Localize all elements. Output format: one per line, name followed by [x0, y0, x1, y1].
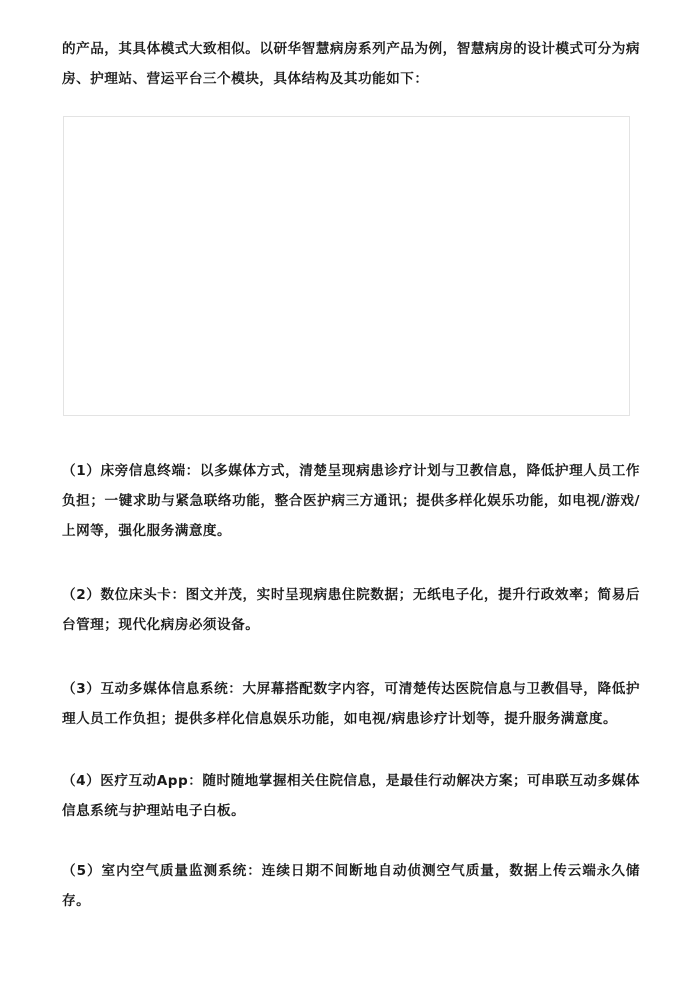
item-text: 随时随地掌握相关住院信息，是最佳行动解决方案；可串联互动多媒体信息系统与护理站电子白板。: [62, 773, 640, 819]
item-bedside-terminal: [62, 456, 640, 546]
item-text: 大屏幕搭配数字内容，可清楚传达医院信息与卫教倡导，降低护理人员工作负担；提供多样化信息娱乐功能，如电视/病患诊疗计划等，提升服务满意度。: [62, 681, 640, 727]
item-label: （1）床旁信息终端：: [62, 463, 200, 479]
item-text: 图文并茂，实时呈现病患住院数据；无纸电子化，提升行政效率；简易后台管理；现代化病房必须设备。: [62, 587, 640, 633]
intro-paragraph: 的产品，其具体模式大致相似。以研华智慧病房系列产品为例，智慧病房的设计模式可分为病房、护理站、营运平台三个模块，具体结构及其功能如下：: [62, 41, 640, 87]
item-digital-bed-card: [62, 580, 640, 640]
item-label: （2）数位床头卡：: [62, 587, 186, 603]
item-text: 连续日期不间断地自动侦测空气质量，数据上传云端永久储存。: [62, 863, 640, 909]
item-label: （4）医疗互动App：: [62, 773, 203, 789]
item-multimedia-system: [62, 674, 640, 734]
item-medical-app: [62, 766, 640, 826]
figure-placeholder: [63, 116, 630, 416]
item-label: （3）互动多媒体信息系统：: [62, 681, 243, 697]
item-text: 以多媒体方式，清楚呈现病患诊疗计划与卫教信息，降低护理人员工作负担；一键求助与紧急联络功能，整合医护病三方通讯；提供多样化娱乐功能，如电视/游戏/上网等，强化服务满意度。: [62, 463, 640, 539]
item-air-quality-system: [62, 856, 640, 916]
item-label: （5）室内空气质量监测系统：: [62, 863, 262, 879]
